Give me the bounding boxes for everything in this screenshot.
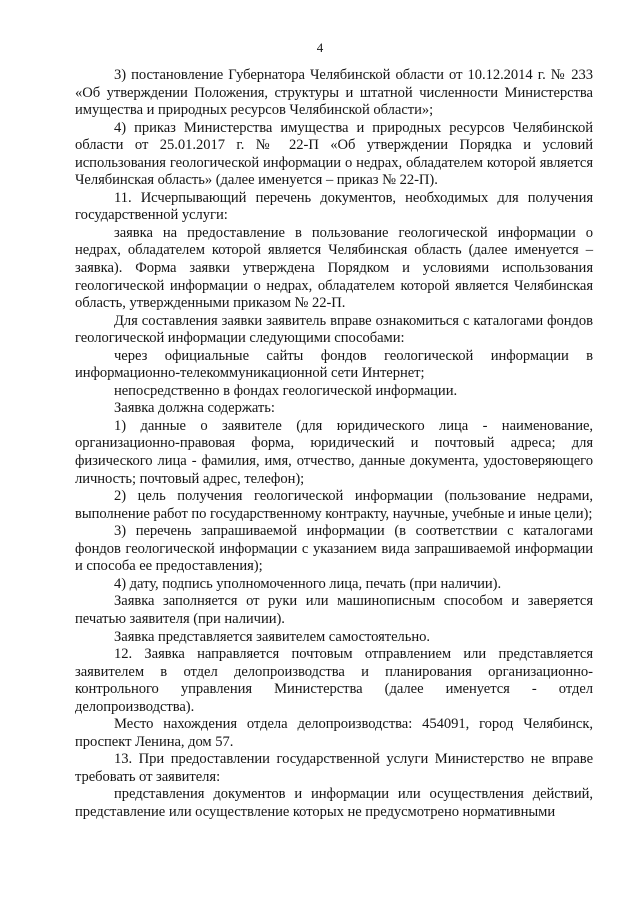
paragraph-section-13: 13. При предоставлении государственной услуги Министерство не вправе требовать от заявителя: [75, 751, 593, 785]
paragraph-section-12: 12. Заявка направляется почтовым отправлением или представляется заявителем в отдел делопроизводства и планирования организационно-контрольного управления Министерства (далее именуется - отдел делопроизводства). [75, 646, 593, 715]
paragraph-requested-info-list: 3) перечень запрашиваемой информации (в соответствии с каталогами фондов геологической информации с указанием вида запрашиваемой информации и способа ее предоставления); [75, 523, 593, 575]
paragraph-section-11: 11. Исчерпывающий перечень документов, необходимых для получения государственной услуги: [75, 189, 593, 224]
paragraph-applicant-data: 1) данные о заявителе (для юридического лица - наименование, организационно-правовая форма, юридический и почтовый адреса; для физического лица - фамилия, имя, отчество, данные документа, удостоверяющего личность; почтовый адрес, телефон); [75, 417, 593, 487]
document-body [75, 67, 593, 822]
paragraph-prohibited-requirements: представления документов и информации или осуществления действий, представление или осуществление которых не предусмотрено нормативными [75, 786, 593, 820]
paragraph-directly-in-funds: непосредственно в фондах геологической информации. [114, 382, 458, 399]
paragraph-office-address: Место нахождения отдела делопроизводства: 454091, город Челябинск, проспект Ленина, дом 57. [75, 716, 593, 750]
page-number: 4 [316, 40, 324, 55]
paragraph-filling-method: Заявка заполняется от руки или машинописным способом и заверяется печатью заявителя (при наличии). [75, 593, 593, 627]
paragraph-item-3-decree: 3) постановление Губернатора Челябинской области от 10.12.2014 г. № 233 «Об утверждении Положения, структуры и штатной численности Министерства имущества и природных ресурсов Челябинской области»; [75, 67, 593, 119]
paragraph-official-websites: через официальные сайты фондов геологической информации в информационно-телекоммуникационной сети Интернет; [75, 347, 593, 382]
paragraph-date-signature: 4) дату, подпись уполномоченного лица, печать (при наличии). [114, 575, 502, 592]
paragraph-application-contents: Заявка должна содержать: [114, 400, 275, 417]
paragraph-application-definition: заявка на предоставление в пользование геологической информации о недрах, обладателем которой является Челябинская область (далее именуется – заявка). Форма заявки утверждена Порядком и условиями использования геологической информации о недрах, обладателем которой является Челябинская область, утвержденными приказом № 22-П. [75, 224, 593, 312]
paragraph-catalog-access: Для составления заявки заявитель вправе ознакомиться с каталогами фондов геологической информации следующими способами: [75, 312, 593, 347]
paragraph-item-4-order: 4) приказ Министерства имущества и природных ресурсов Челябинской области от 25.01.2017 г. № 22-П «Об утверждении Порядка и условий использования геологической информации о недрах, обладателем которой является Челябинская область» (далее именуется – приказ № 22-П). [75, 119, 593, 189]
paragraph-submitted-independently: Заявка представляется заявителем самостоятельно. [114, 628, 431, 645]
paragraph-purpose: 2) цель получения геологической информации (пользование недрами, выполнение работ по государственному контракту, научные, учебные и иные цели); [75, 488, 593, 522]
